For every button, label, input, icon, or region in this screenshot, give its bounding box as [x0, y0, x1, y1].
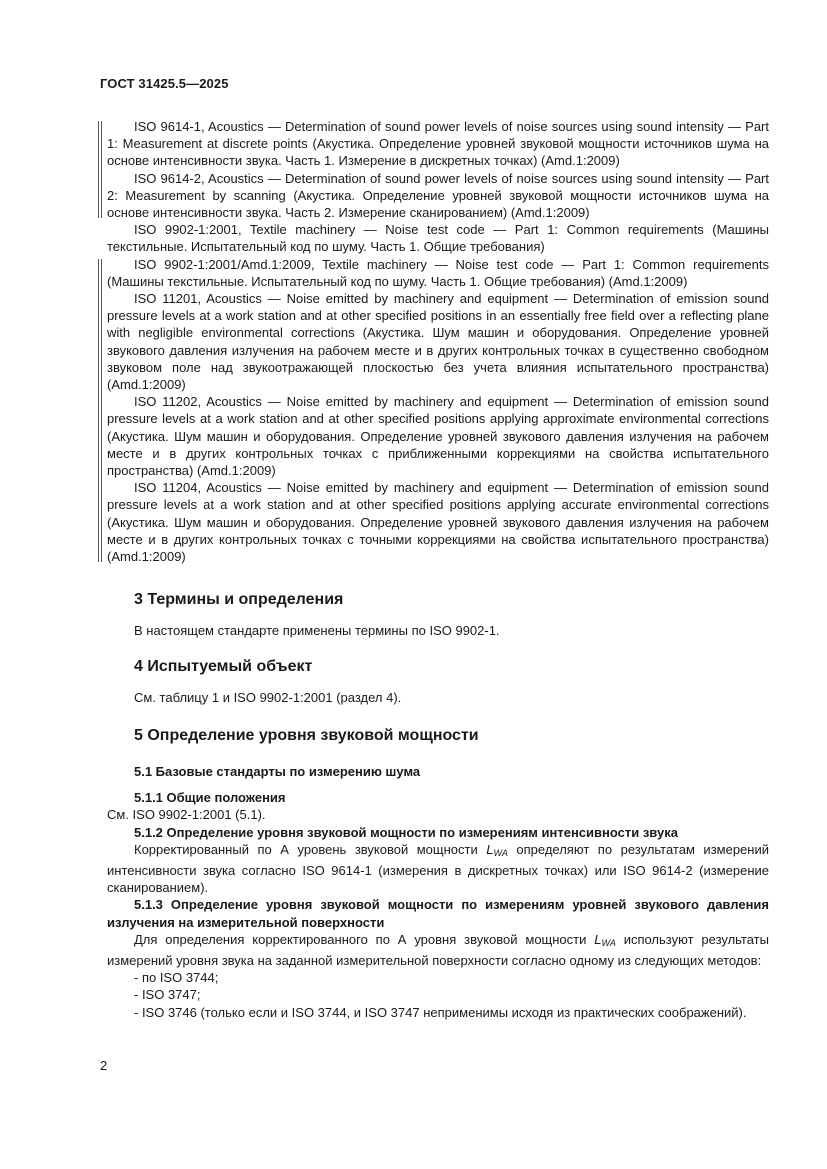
- section-5-1-2-title: 5.1.2 Определение уровня звуковой мощности по измерениям интенсивности звука: [134, 824, 678, 840]
- section-5-1-2-text: Корректированный по А уровень звуковой мощности $L_{WA}$ определяют по результатам измерений интенсивности звука согласно ISO 9614-1 (измерения в дискретных точках) или ISO 9614-2 (измерение сканированием).: [107, 841, 769, 896]
- section-5-1-1-text: См. ISO 9902-1:2001 (5.1).: [107, 807, 266, 823]
- page-number: 2: [100, 1058, 108, 1073]
- section-3-text: В настоящем стандарте применены термины по ISO 9902-1.: [134, 623, 500, 638]
- section-5-title: 5 Определение уровня звуковой мощности: [134, 727, 479, 744]
- section-5-body: [107, 763, 769, 1021]
- reference-iso-9614-1: ISO 9614-1, Acoustics — Determination of sound power levels of noise sources using sound intensity — Part 1: Measurement at discrete points (Акустика. Определение уровней звуковой мощности источников шума на основе интенсивности звука. Часть 1. Измерение в дискретных точках) (Amd.1:2009): [107, 119, 769, 169]
- reference-iso-11204: ISO 11204, Acoustics — Noise emitted by machinery and equipment — Determination of emission sound pressure levels at a work station and at other specified positions applying accurate environmental corrections (Акустика. Шум машин и оборудования. Определение уровней звукового давления излучения на рабочем месте и в других контрольных точках с точными коррекциями на свойства испытательного пространства) (Amd.1:2009): [107, 480, 769, 565]
- reference-iso-9614-2: ISO 9614-2, Acoustics — Determination of sound power levels of noise sources using sound intensity — Part 2: Measurement by scanning (Акустика. Определение уровней звуковой мощности источников шума на основе интенсивности звука. Часть 2. Измерение сканированием) (Amd.1:2009): [107, 170, 769, 221]
- section-3-text-block: [107, 622, 769, 639]
- references-list: [107, 118, 769, 565]
- reference-iso-11201: ISO 11201, Acoustics — Noise emitted by machinery and equipment — Determination of emission sound pressure levels at a work station and at other specified positions in an essentially free field over a reflecting plane with negligible environmental corrections (Акустика. Шум машин и оборудования. Определение уровней звукового давления излучения на рабочем месте и в других контрольных точках в существенно свободном звуковом поле над звукоотражающей плоскостью без учета влияния испытательного пространства) (Amd.1:2009): [107, 291, 769, 393]
- method-list-item: - ISO 3746 (только если и ISO 3744, и ISO 3747 неприменимы исходя из практических соображений).: [134, 1004, 747, 1020]
- method-list-item: - ISO 3747;: [134, 987, 201, 1003]
- section-4-text: См. таблицу 1 и ISO 9902-1:2001 (раздел 4).: [134, 690, 402, 705]
- reference-iso-11202: ISO 11202, Acoustics — Noise emitted by machinery and equipment — Determination of emission sound pressure levels at a work station and at other specified positions applying approximate environmental corrections (Акустика. Шум машин и оборудования. Определение уровней звукового давления излучения на рабочем месте и в других контрольных точках с приближенными коррекциями на свойства испытательного пространства) (Amd.1:2009): [107, 394, 769, 479]
- section-5-1-title: 5.1 Базовые стандарты по измерению шума: [134, 764, 421, 779]
- method-list-item: - по ISO 3744;: [134, 970, 219, 986]
- section-4-text-block: [107, 689, 769, 706]
- section-5-1-3-title: 5.1.3 Определение уровня звуковой мощности по измерениям уровней звукового давления излучения на измерительной поверхности: [107, 897, 769, 930]
- section-3-title: 3 Термины и определения: [134, 591, 344, 608]
- reference-iso-9902-1: ISO 9902-1:2001, Textile machinery — Noise test code — Part 1: Common requirements (Машины текстильные. Испытательный код по шуму. Часть 1. Общие требования): [107, 222, 769, 255]
- section-5-1-3-text: Для определения корректированного по А уровня звуковой мощности $L_{WA}$ используют результаты измерений уровня звука на заданной измерительной поверхности согласно одному из следующих методов:: [107, 931, 769, 969]
- section-5-1-1-title: 5.1.1 Общие положения: [134, 790, 286, 806]
- document-header: ГОСТ 31425.5—2025: [100, 76, 229, 91]
- change-bar-group-b: [107, 256, 769, 566]
- reference-iso-9902-1-amd: ISO 9902-1:2001/Amd.1:2009, Textile machinery — Noise test code — Part 1: Common requirements (Машины текстильные. Испытательный код по шуму. Часть 1. Общие требования) (Amd.1:2009): [107, 256, 769, 289]
- change-bar-group-a: [107, 118, 769, 221]
- section-4-title: 4 Испытуемый объект: [134, 658, 313, 675]
